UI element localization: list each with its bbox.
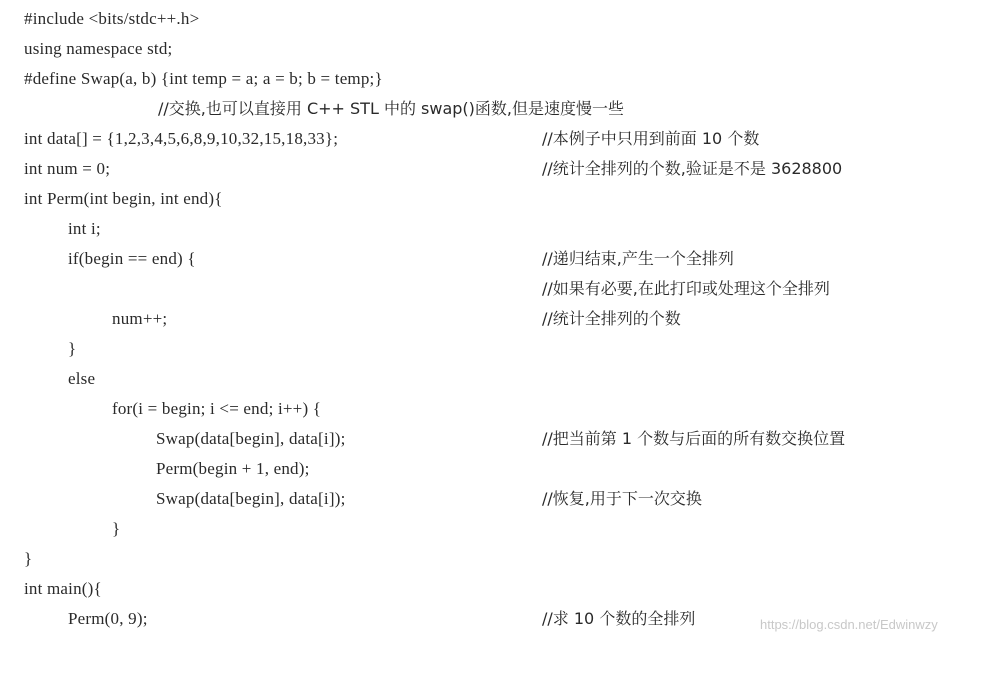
code-line: [0, 154, 984, 184]
code-line: [0, 124, 984, 154]
code-comment: //如果有必要,在此打印或处理这个全排列: [542, 279, 830, 298]
code-text: Perm(begin + 1, end);: [156, 459, 310, 478]
code-line: [0, 574, 984, 604]
code-comment: //求 10 个数的全排列: [542, 609, 696, 628]
code-line: [0, 274, 984, 304]
code-text: int i;: [68, 219, 101, 238]
code-text: int data[] = {1,2,3,4,5,6,8,9,10,32,15,18,33};: [24, 129, 339, 148]
code-line: [0, 364, 984, 394]
code-text: else: [68, 369, 96, 388]
code-text: if(begin == end) {: [68, 249, 196, 268]
code-line: [0, 94, 984, 124]
code-text: using namespace std;: [24, 39, 173, 58]
code-comment: //统计全排列的个数,验证是不是 3628800: [542, 159, 843, 178]
code-comment: //把当前第 1 个数与后面的所有数交换位置: [542, 429, 846, 448]
code-comment: //本例子中只用到前面 10 个数: [542, 129, 760, 148]
code-line: [0, 214, 984, 244]
code-line: [0, 454, 984, 484]
code-line: [0, 484, 984, 514]
code-comment: //恢复,用于下一次交换: [542, 489, 702, 508]
code-line: [0, 394, 984, 424]
code-text: }: [68, 339, 77, 358]
code-text: int Perm(int begin, int end){: [24, 189, 223, 208]
code-line: [0, 424, 984, 454]
code-line: [0, 34, 984, 64]
code-comment: //统计全排列的个数: [542, 309, 681, 328]
code-text: }: [112, 519, 121, 538]
code-text: Swap(data[begin], data[i]);: [156, 429, 346, 448]
code-text: for(i = begin; i <= end; i++) {: [112, 399, 322, 418]
code-comment: //递归结束,产生一个全排列: [542, 249, 734, 268]
code-line: [0, 334, 984, 364]
watermark-url: https://blog.csdn.net/Edwinwzy: [760, 617, 938, 632]
code-text: #define Swap(a, b) {int temp = a; a = b; b = temp;}: [24, 69, 383, 88]
code-text: int main(){: [24, 579, 102, 598]
code-line: [0, 184, 984, 214]
code-text: }: [24, 549, 33, 568]
code-text: num++;: [112, 309, 168, 328]
code-text: #include <bits/stdc++.h>: [24, 9, 200, 28]
code-text: int num = 0;: [24, 159, 111, 178]
code-text: Swap(data[begin], data[i]);: [156, 489, 346, 508]
code-line: [0, 304, 984, 334]
code-line: [0, 244, 984, 274]
code-line: [0, 514, 984, 544]
code-line: [0, 544, 984, 574]
code-text: Perm(0, 9);: [68, 609, 148, 628]
code-line: [0, 4, 984, 34]
code-comment: //交换,也可以直接用 C++ STL 中的 swap()函数,但是速度慢一些: [158, 99, 624, 118]
code-line: [0, 64, 984, 94]
